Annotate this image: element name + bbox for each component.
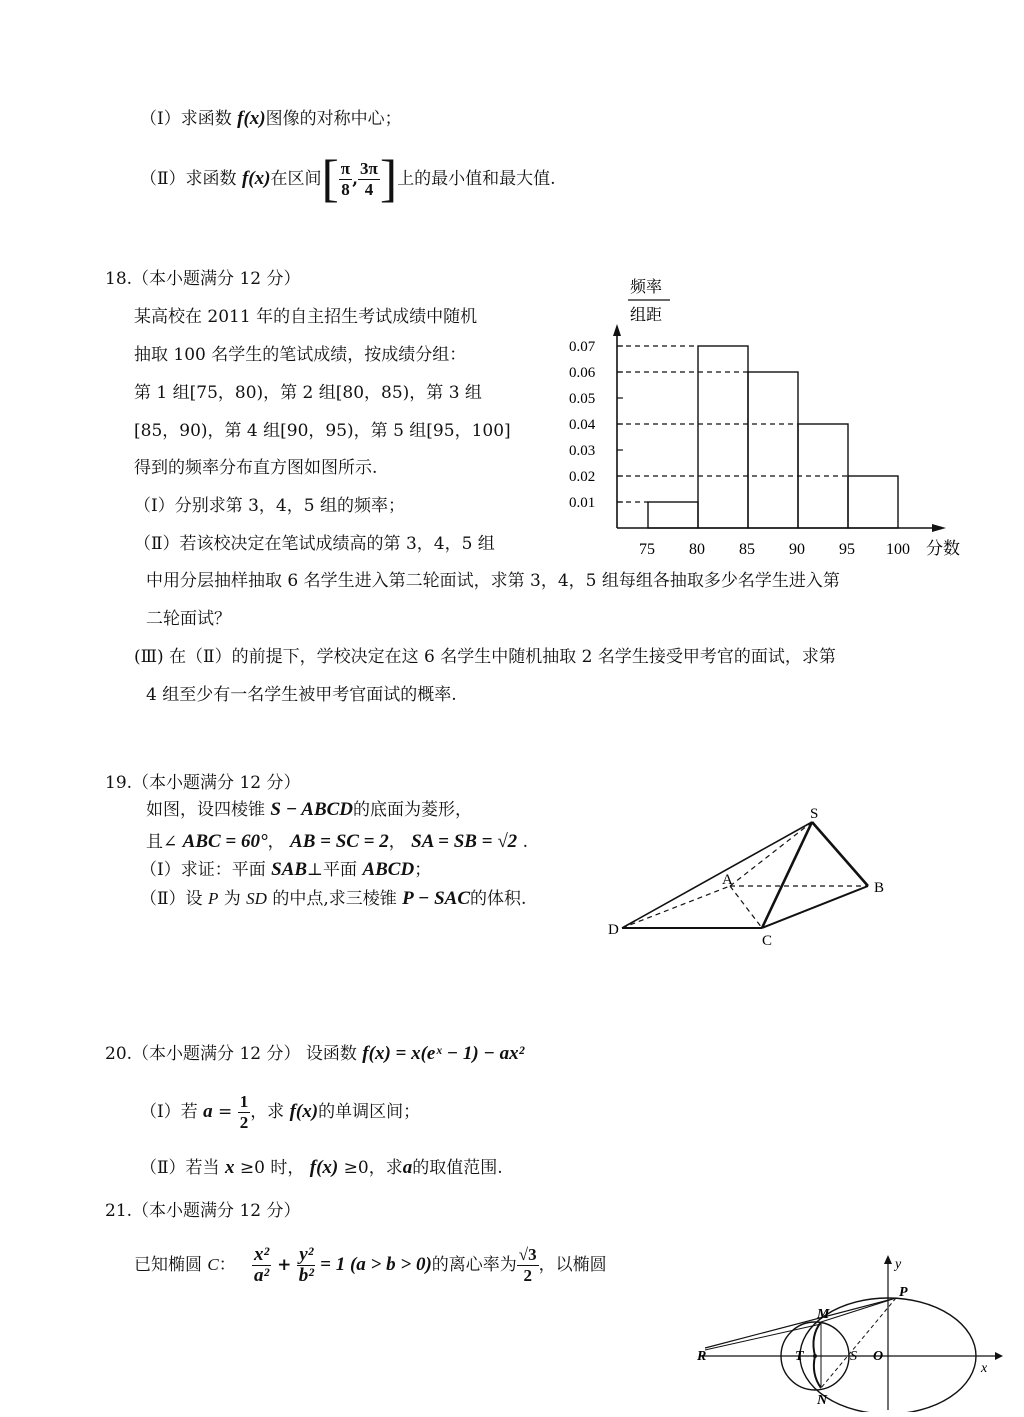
eccentricity-fraction [517,1245,539,1286]
plane-abcd: ABCD [362,859,415,880]
x-axis-arrow [932,524,946,532]
q20-p1-post2: 的单调区间； [318,1102,421,1122]
q19-l2-sep2: ， [388,832,412,852]
frac-a-den: 8 [341,180,350,199]
line-rp [705,1298,896,1348]
label-x: x [981,1361,988,1376]
q17-part1 [140,108,402,130]
q21-heading: 21.（本小题满分 12 分） [105,1201,301,1221]
tetra-expr: P − SAC [402,888,470,909]
frac-b-num: 3π [360,159,378,178]
interval-lower-fraction [339,159,352,200]
ellipse-eq: = 1 (a > b > 0) [315,1254,432,1275]
q19-l1-post: 的底面为菱形， [353,800,473,820]
x-tick-label: 95 [839,541,855,558]
q18-part3-cont: 4 组至少有一名学生被甲考官面试的概率. [146,685,457,705]
q18-part3: (Ⅲ) 在（Ⅱ）的前提下，学校决定在这 6 名学生中随机抽取 2 名学生接受甲考官的面试，求第 [134,647,836,667]
q19-l3-pre: （Ⅰ）求证：平面 [140,860,272,880]
q20-p2-cond2: ≥0，求 [338,1158,403,1178]
var-a2: a [402,1157,413,1178]
length-expr: AB = SC = 2 [290,831,389,852]
label-p: P [899,1285,908,1300]
angle-expr: ABC = 60° [182,831,268,852]
q17-part2: （Ⅱ）求函数 f(x)在区间[ $\frac{\pi}{8}$ , $\frac{3\pi}{4}$ ]上的最小值和最大值. [140,150,556,208]
x-tick-label: 80 [689,541,705,558]
label-r: R [697,1349,707,1364]
interval-upper-fraction [358,159,380,200]
edge-sa [730,822,812,886]
x-tick-label: 85 [739,541,755,558]
label-t: T [795,1349,804,1364]
q18-part2: （Ⅱ）若该校决定在笔试成绩高的第 3，4，5 组 [134,534,495,554]
y-tick-label: 0.05 [569,391,596,407]
q18-line: 抽取 100 名学生的笔试成绩，按成绩分组： [134,345,467,365]
q20-half-fraction [238,1092,251,1133]
diag-ac [730,886,762,928]
q20-function-expr: f(x) = x(eˣ − 1) − ax² [362,1043,525,1064]
q20-head-text: 20.（本小题满分 12 分） 设函数 [105,1044,363,1064]
q21-mid: 的离心率为 [431,1255,517,1275]
label-y: y [895,1257,902,1272]
q20-heading [105,1043,524,1065]
edge-ds [622,822,812,928]
q19-l1-pre: 如图，设四棱锥 [146,800,271,820]
line-rm [705,1324,821,1350]
y-tick-label: 0.07 [569,339,596,355]
q17-part1-fx: f(x) [237,108,266,129]
y-tick-label: 0.06 [569,365,596,381]
y-tick-label: 0.04 [569,417,596,433]
x-axis-arrow [995,1352,1003,1360]
q19-part1 [140,859,431,881]
y-tick-label: 0.01 [569,495,596,511]
q17-part2-post: 上的最小值和最大值. [397,169,556,189]
q19-heading: 19.（本小题满分 12 分） [105,773,301,793]
x-tick-label: 100 [886,541,910,558]
q20-p1-eq: = [212,1102,238,1122]
label-s: S [850,1349,857,1364]
q18-line: 第 1 组[75，80)，第 2 组[80，85)，第 3 组 [134,383,482,403]
frac-y2-b2 [297,1245,315,1286]
frequency-histogram [560,270,980,570]
y-axis-arrow [613,324,621,336]
q19-part2 [140,888,526,910]
q20-p2-fx: f(x) [309,1157,339,1178]
pyramid-expr: S − ABCD [270,799,354,820]
y-tick-label: 0.03 [569,443,596,459]
x-tick-label: 75 [639,541,655,558]
q20-p1-fx: f(x) [289,1101,319,1122]
arrow-tn [814,1356,821,1388]
q20-part2 [140,1157,503,1179]
y-tick-label: 0.02 [569,469,596,485]
histogram-bar [848,476,898,528]
label-n: N [817,1393,828,1408]
q19-l3-post: ； [414,860,432,880]
q21-pre: 已知椭圆 [134,1255,208,1275]
y-axis-arrow [884,1255,892,1264]
q17-part2-pre: （Ⅱ）求函数 [140,169,242,189]
q18-part2-cont: 中用分层抽样抽取 6 名学生进入第二轮面试，求第 3，4，5 组每组各抽取多少名学生进入第 [146,571,840,591]
q17-part1-post: 图像的对称中心； [265,109,402,129]
point-p: P [207,889,219,908]
var-a: a [203,1101,213,1122]
q19-l4-post: 的体积. [470,889,527,909]
label-a: A [722,872,733,888]
var-x: x [224,1157,235,1178]
frac-den: 2 [239,1113,249,1132]
q18-line: 某高校在 2011 年的自主招生考试成绩中随机 [134,307,478,327]
q19-l3-mid: ⊥平面 [307,860,363,880]
q20-p2-pre: （Ⅱ）若当 [140,1158,225,1178]
q20-p2-post: 的取值范围. [412,1158,503,1178]
segment-sd: SD [246,889,267,908]
histogram-bar [648,502,698,528]
label-b: B [874,880,885,896]
ellipse-c: C [207,1255,219,1274]
q18-part1: （Ⅰ）分别求第 3，4，5 组的频率； [134,496,405,516]
q19-l2-post: . [517,832,528,852]
plane-sab: SAB [271,859,308,880]
point-t [813,1354,817,1358]
ecc-den: 2 [523,1266,532,1285]
q18-line: [85，90)，第 4 组[90，95)，第 5 组[95，100] [134,421,511,441]
q18-part2-cont: 二轮面试？ [146,609,231,629]
q19-l4-mid2: 的中点,求三棱锥 [266,889,403,909]
label-d: D [608,922,619,938]
histogram-bar [798,424,848,528]
arrow-tm [813,1322,821,1356]
frac-b-den: 4 [364,180,374,199]
q19-l2-pre: 且∠ [146,832,183,852]
label-o: O [873,1349,884,1364]
frac-a-num: π [340,159,351,178]
q21-post: ，以椭圆 [538,1255,607,1275]
frac-a2: a² [253,1265,270,1286]
pyramid-figure [600,800,900,950]
histogram-bar [748,372,798,528]
q18-line: 得到的频率分布直方图如图所示. [134,458,378,478]
q19-l4-pre: （Ⅱ）设 [140,889,208,909]
y-axis-label-numerator: 频率 [630,279,663,296]
interval-right-bracket: ] [379,150,398,208]
q17-part2-mid: 在区间 [270,169,322,189]
y-axis-label-denominator: 组距 [630,307,663,324]
ellipse-figure [695,1252,1005,1412]
interval-left-bracket: [ [321,150,339,208]
q19-line1 [146,799,472,821]
frac-x2-a2 [252,1245,271,1286]
frac-b2: b² [298,1265,314,1286]
q20-p1-post: ，求 [250,1102,290,1122]
label-c: C [762,933,773,949]
q20-p2-cond: ≥0 时， [234,1158,310,1178]
edge-da [622,886,730,928]
q20-p1-pre: （Ⅰ）若 [140,1102,204,1122]
q17-part2-fx: f(x) [241,168,271,189]
sqrt-expr: SA = SB = √2 [411,831,518,852]
histogram-bar [698,346,748,528]
q18-heading: 18.（本小题满分 12 分） [105,269,301,289]
edge-sb [812,822,868,886]
x-axis-label: 分数 [926,539,960,558]
ecc-num: √3 [518,1245,537,1264]
frac-y2: y² [299,1244,314,1265]
q21-colon: ： [218,1255,236,1275]
q21-line1: 已知椭圆 C： $\frac{\text{x²}}{\text{a²}}$ + $\frac{\text{y²}}{\text{b²}}$ = 1 (a > b > 0)的离心率为 $\frac{√3}{2}$ ，以椭圆 [134,1244,607,1286]
frac-num: 1 [239,1092,249,1111]
q17-part1-pre: （Ⅰ）求函数 [140,109,238,129]
q19-l4-mid: 为 [218,889,247,909]
label-m: M [817,1307,830,1322]
q19-line2 [146,831,528,853]
label-s: S [810,806,819,822]
q20-part1 [140,1088,420,1136]
q19-l2-sep: ， [267,832,291,852]
frac-x2: x² [253,1244,270,1265]
x-tick-label: 90 [789,541,805,558]
